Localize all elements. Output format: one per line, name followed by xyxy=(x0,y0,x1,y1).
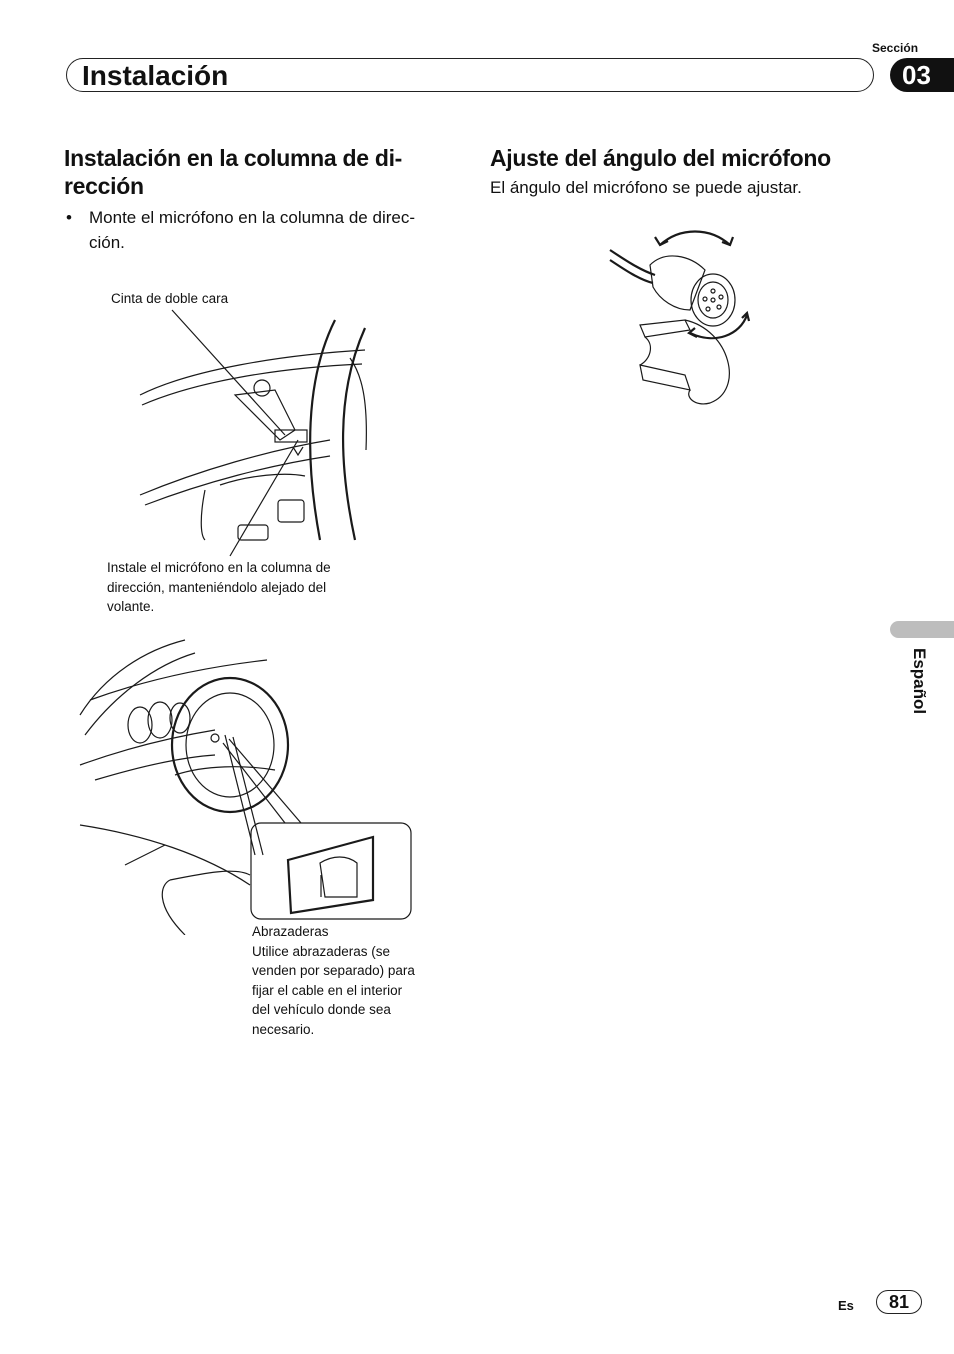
bullet-item xyxy=(66,205,451,255)
language-label: Español xyxy=(910,648,929,715)
bullet-text xyxy=(89,205,415,255)
bullet-line1: Monte el micrófono en la columna de direc- xyxy=(89,208,415,227)
left-heading xyxy=(64,144,444,200)
callout-install-line1: Instale el micrófono en la columna de xyxy=(107,560,331,575)
callout-double-sided-tape: Cinta de doble cara xyxy=(111,291,229,306)
footer-language-code: Es xyxy=(838,1298,854,1313)
right-heading: Ajuste del ángulo del micrófono xyxy=(490,145,831,171)
page-number: 81 xyxy=(876,1290,922,1314)
left-heading-line1: Instalación en la columna de di- xyxy=(64,145,403,171)
clamp-caption-line1: Abrazaderas xyxy=(252,924,329,939)
bullet-dot-icon: • xyxy=(66,208,72,227)
bullet-line2: ción. xyxy=(89,233,125,252)
callout-install-line2: dirección, manteniéndolo alejado del xyxy=(107,579,327,595)
clamp-caption-line2: Utilice abrazaderas (se xyxy=(252,943,391,959)
microphone-angle-illustration xyxy=(605,225,755,410)
clamp-caption-line3: venden por separado) para xyxy=(252,963,415,978)
left-heading-line2: rección xyxy=(64,173,144,199)
clamp-caption xyxy=(252,922,415,1039)
callout-install-line3: volante. xyxy=(107,599,155,614)
language-tab xyxy=(890,621,954,638)
clamp-caption-line4: fijar el cable en el interior xyxy=(252,982,403,998)
steering-column-illustration xyxy=(100,300,400,570)
page-title: Instalación xyxy=(82,60,229,91)
clamp-caption-line6: necesario. xyxy=(252,1021,315,1037)
section-label: Sección xyxy=(872,41,919,55)
section-number-badge: 03 xyxy=(890,58,954,92)
right-text: El ángulo del micrófono se puede ajustar. xyxy=(490,178,802,197)
dashboard-clamp-illustration xyxy=(75,635,420,935)
callout-install-mic xyxy=(107,558,331,617)
clamp-caption-line5: del vehículo donde sea xyxy=(252,1002,391,1017)
